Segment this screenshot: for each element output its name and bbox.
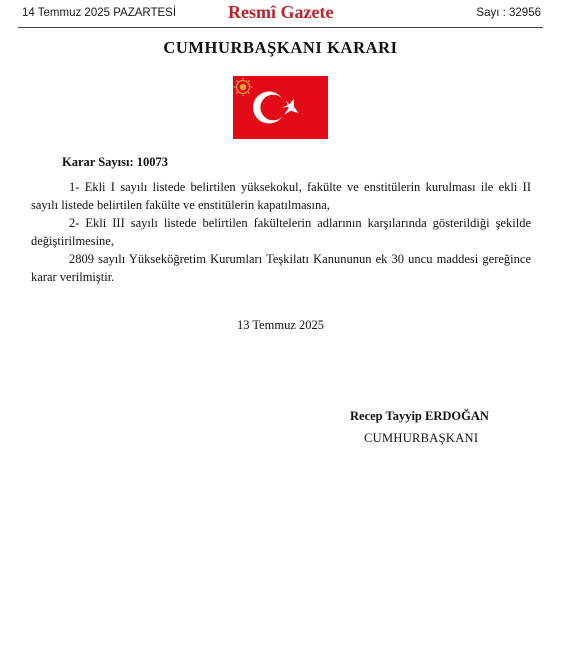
header-date: 14 Temmuz 2025 PAZARTESİ	[22, 7, 177, 19]
decision-number: Karar Sayısı: 10073	[62, 155, 169, 169]
issue-number: Sayı : 32956	[476, 7, 541, 19]
turkish-flag-icon	[233, 76, 328, 139]
header-divider	[18, 27, 543, 28]
decision-date: 13 Temmuz 2025	[236, 318, 325, 332]
decision-paragraph: 1- Ekli I sayılı listede belirtilen yüksekokul, fakülte ve enstitülerin kurulması ile ekli II sayılı listede belirtilen fakülte ve enstitülerin kapatılmasına,	[31, 180, 531, 212]
signer-title: CUMHURBAŞKANI	[364, 431, 479, 445]
signer-last-name: ERDOĞAN	[425, 409, 489, 423]
decision-paragraph: 2- Ekli III sayılı listede belirtilen fakültelerin adlarının karşılarında gösterildiği şekilde değiştirilmesine,	[31, 216, 531, 248]
document-heading: CUMHURBAŞKANI KARARI	[163, 38, 398, 57]
signer-first-name: Recep Tayyip	[350, 409, 426, 423]
gazette-title: Resmî Gazete	[228, 2, 334, 22]
presidential-emblem-icon	[234, 78, 253, 97]
signer-name	[350, 409, 489, 424]
decision-body	[31, 178, 531, 286]
decision-paragraph: 2809 sayılı Yükseköğretim Kurumları Teşkilatı Kanununun ek 30 uncu maddesi gereğince karar verilmiştir.	[31, 252, 531, 284]
